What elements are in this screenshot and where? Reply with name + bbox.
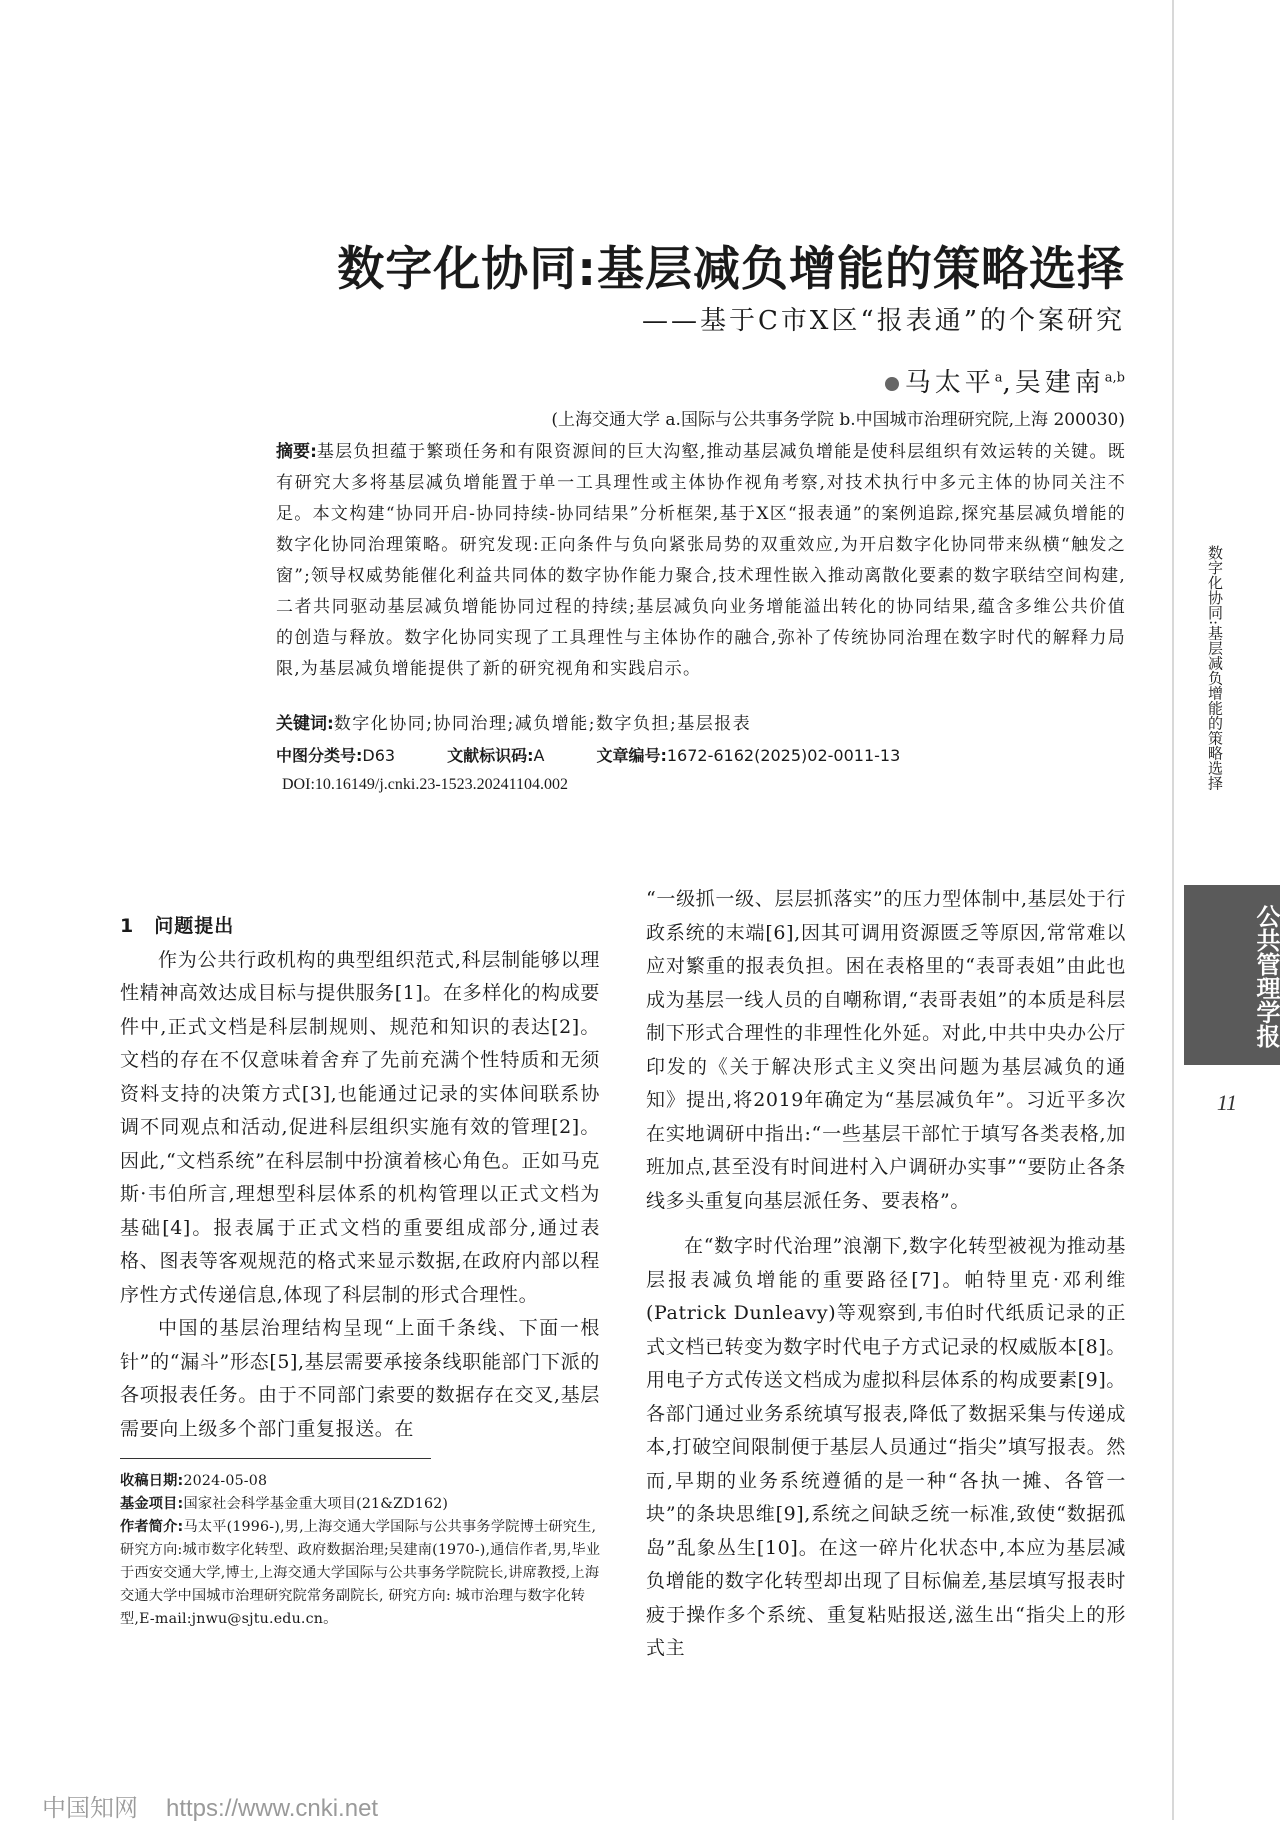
section-title: 问题提出 — [154, 915, 235, 937]
received-value: 2024-05-08 — [183, 1473, 268, 1489]
author-separator: , — [1002, 368, 1015, 398]
journal-name: 公共管理学报 — [1252, 904, 1280, 1048]
abstract-text: 基层负担蕴于繁琐任务和有限资源间的巨大沟壑,推动基层减负增能是使科层组织有效运转的关键。既有研究大多将基层减负增能置于单一工具理性或主体协作视角考察,对技术执行中多元主体的协同关注不足。本文构建“协同开启-协同持续-协同结果”分析框架,基于X区“报表通”的案例追踪,探究基层减负增能的数字化协同治理策略。研究发现:正向条件与负向紧张局势的双重效应,为开启数字化协同带来纵横“触发之窗”;领导权威势能催化利益共同体的数字协作能力聚合,技术理性嵌入推动离散化要素的数字联结空间构建,二者共同驱动基层减负增能协同过程的持续;基层减负向业务增能溢出转化的协同结果,蕴含多维公共价值的创造与释放。数字化协同实现了工具理性与主体协作的融合,弥补了传统协同治理在数字时代的解释力局限,为基层减负增能提供了新的研究视角和实践启示。 — [276, 442, 1126, 679]
keywords-label: 关键词: — [276, 714, 334, 734]
running-title: 数字化协同:基层减负增能的策略选择 — [1206, 545, 1224, 791]
watermark — [42, 1788, 378, 1823]
paragraph: 在“数字时代治理”浪潮下,数字化转型被视为推动基层报表减负增能的重要路径[7]。帕特里克·邓利维(Patrick Dunleavy)等观察到,韦伯时代纸质记录的正式文档已转变为数字时代电子方式记录的权威版本[8]。用电子方式传送文档成为虚拟科层体系的构成要素[9]。各部门通过业务系统填写报表,降低了数据采集与传递成本,打破空间限制便于基层人员通过“指尖”填写报表。然而,早期的业务系统遵循的是一种“各执一摊、各管一块”的条块思维[9],系统之间缺乏统一标准,致使“数据孤岛”乱象丛生[10]。在这一碎片化状态中,本应为基层减负增能的数字化转型却出现了目标偏差,基层填写报表时疲于操作多个系统、重复粘贴报送,滋生出“指尖上的形式主 — [646, 1235, 1126, 1659]
paragraph: 作为公共行政机构的典型组织范式,科层制能够以理性精神高效达成目标与提供服务[1]。在多样化的构成要件中,正式文档是科层制规则、规范和知识的表达[2]。文档的存在不仅意味着舍弃了先前充满个性特质和无须资料支持的决策方式[3],也能通过记录的实体间联系协调不同观点和活动,促进科层组织实施有效的管理[2]。因此,“文档系统”在科层制中扮演着核心角色。正如马克斯·韦伯所言,理想型科层体系的机构管理以正式文档为基础[4]。报表属于正式文档的重要组成部分,通过表格、图表等客观规范的格式来显示数据,在政府内部以程序性方式传递信息,体现了科层制的形式合理性。 — [120, 948, 600, 1306]
watermark-url: https://www.cnki.net — [166, 1795, 379, 1822]
bullet-icon — [885, 377, 899, 391]
author-affil-sup: a — [994, 370, 1003, 386]
journal-tab — [1184, 885, 1280, 1065]
received-label: 收稿日期: — [120, 1473, 184, 1489]
paragraph: 中国的基层治理结构呈现“上面千条线、下面一根针”的“漏斗”形态[5],基层需要承接条线职能部门下派的各项报表任务。由于不同部门索要的数据存在交叉,基层需要向上级多个部门重复报送。在 — [120, 1317, 600, 1440]
paper-title: 数字化协同:基层减负增能的策略选择 — [337, 242, 1125, 297]
footnote — [120, 1470, 605, 1631]
abstract — [276, 437, 1126, 685]
affiliation: (上海交通大学 a.国际与公共事务学院 b.中国城市治理研究院,上海 200030) — [551, 410, 1125, 430]
fund-label: 基金项目: — [120, 1496, 184, 1512]
received-date — [120, 1470, 605, 1493]
doc-code-value: A — [533, 746, 545, 765]
clc-value: D63 — [362, 746, 396, 765]
fund-value: 国家社会科学基金重大项目(21&ZD162) — [183, 1496, 449, 1512]
article-no-label: 文章编号: — [596, 746, 667, 765]
bio-label: 作者简介: — [120, 1519, 184, 1535]
classification-line — [276, 743, 1126, 766]
section-number: 1 — [120, 915, 135, 937]
left-column — [120, 910, 600, 1446]
author-name: 吴建南 — [1014, 368, 1105, 398]
doc-code-label: 文献标识码: — [447, 746, 534, 765]
abstract-label: 摘要: — [276, 442, 317, 462]
author-affil-sup: a,b — [1104, 370, 1125, 386]
page-number: 11 — [1216, 1090, 1238, 1115]
author-name: 马太平 — [904, 368, 995, 398]
fund — [120, 1493, 605, 1516]
author-bio — [120, 1516, 605, 1631]
keywords — [276, 709, 1126, 734]
footnote-divider — [120, 1458, 431, 1459]
watermark-site: 中国知网 — [42, 1794, 138, 1822]
keywords-text: 数字化协同;协同治理;减负增能;数字负担;基层报表 — [333, 714, 752, 734]
article-no-value: 1672-6162(2025)02-0011-13 — [666, 746, 901, 765]
paragraph: “一级抓一级、层层抓落实”的压力型体制中,基层处于行政系统的末端[6],因其可调用资源匮乏等原因,常常难以应对繁重的报表负担。困在表格里的“表哥表姐”由此也成为基层一线人员的自嘲称谓,“表哥表姐”的本质是科层制下形式合理性的非理性化外延。对此,中共中央办公厅印发的《关于解决形式主义突出问题为基层减负的通知》提出,将2019年确定为“基层减负年”。习近平多次在实地调研中指出:“一些基层干部忙于填写各类表格,加班加点,甚至没有时间进村入户调研办实事”“要防止各条线多头重复向基层派任务、要表格”。 — [646, 888, 1126, 1212]
margin-rule — [1172, 0, 1174, 1820]
doi: DOI:10.16149/j.cnki.23-1523.20241104.002 — [282, 776, 569, 793]
right-column — [646, 883, 1126, 1666]
bio-value: 马太平(1996-),男,上海交通大学国际与公共事务学院博士研究生,研究方向:城市数字化转型、政府数据治理;吴建南(1970-),通信作者,男,毕业于西安交通大学,博士,上海交通大学国际与公共事务学院院长,讲席教授,上海交通大学中国城市治理研究院常务副院长, 研究方向: 城市治理与数字化转型,E-mail:jnwu@sjtu.edu.cn。 — [120, 1519, 601, 1627]
paper-subtitle: ——基于C市X区“报表通”的个案研究 — [642, 306, 1125, 336]
clc-label: 中图分类号: — [276, 746, 363, 765]
section-heading — [120, 910, 600, 944]
authors-line — [600, 362, 1125, 399]
